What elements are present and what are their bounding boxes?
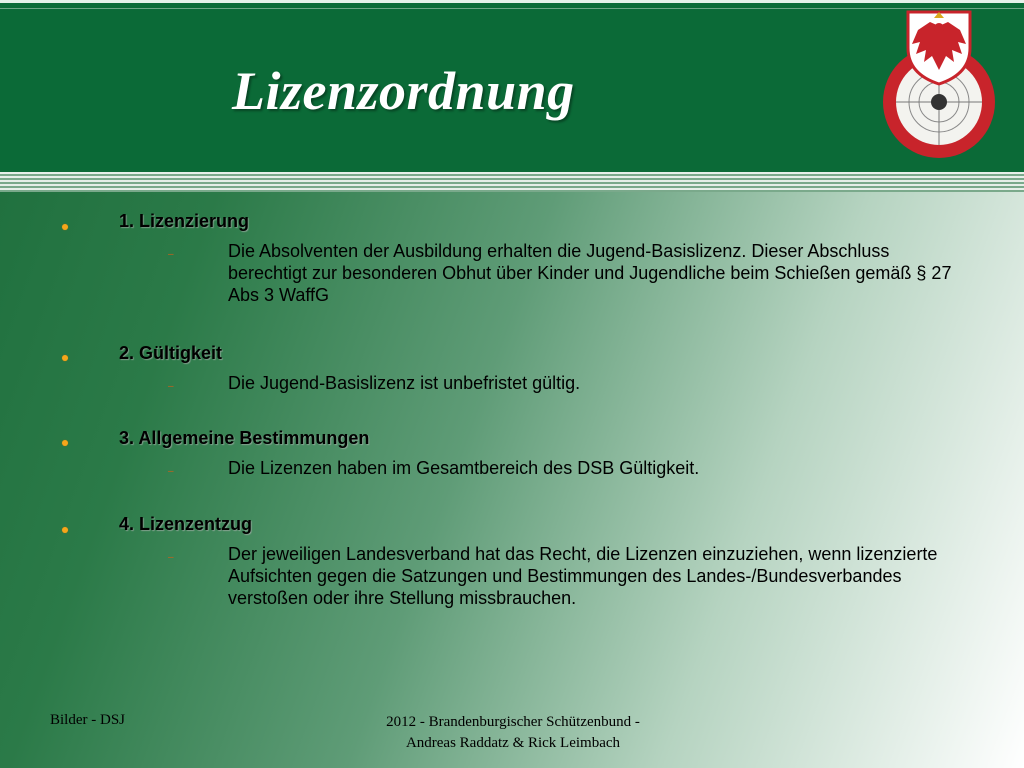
dash-icon: – xyxy=(168,552,174,563)
footer-copyright xyxy=(330,712,696,754)
dash-icon: – xyxy=(168,381,174,392)
section-text: Die Lizenzen haben im Gesamtbereich des DSB Gültigkeit. xyxy=(228,458,700,478)
section-text: Die Absolventen der Ausbildung erhalten die Jugend-Basislizenz. Dieser Abschluss berechtigt zur besonderen Obhut über Kinder und Jugendliche beim Schießen gemäß § 27 Abs 3 WaffG xyxy=(228,241,952,305)
section-heading: 1. Lizenzierung xyxy=(119,211,250,231)
footer-line-2: Andreas Raddatz & Rick Leimbach xyxy=(405,735,621,751)
slide-title: Lizenzordnung xyxy=(232,61,575,121)
footer-line-1: 2012 - Brandenburgischer Schützenbund - xyxy=(386,714,640,730)
section-text: Die Jugend-Basislizenz ist unbefristet gültig. xyxy=(228,373,581,393)
bullet-icon xyxy=(62,224,68,230)
section-heading: 4. Lizenzentzug xyxy=(119,514,253,534)
dash-icon: – xyxy=(168,466,174,477)
bullet-icon xyxy=(62,355,68,361)
bullet-icon xyxy=(62,440,68,446)
dash-icon: – xyxy=(168,249,174,260)
bullet-icon xyxy=(62,527,68,533)
footer-credit: Bilder - DSJ xyxy=(50,712,125,728)
section-heading: 3. Allgemeine Bestimmungen xyxy=(119,428,370,448)
section-heading: 2. Gültigkeit xyxy=(119,343,223,363)
section-text: Der jeweiligen Landesverband hat das Recht, die Lizenzen einzuziehen, wenn lizenzierte Aufsichten gegen die Satzungen und Bestimmungen des Landes-/Bundesverbandes verstoßen oder ihre Stellung missbrauchen. xyxy=(228,544,938,608)
